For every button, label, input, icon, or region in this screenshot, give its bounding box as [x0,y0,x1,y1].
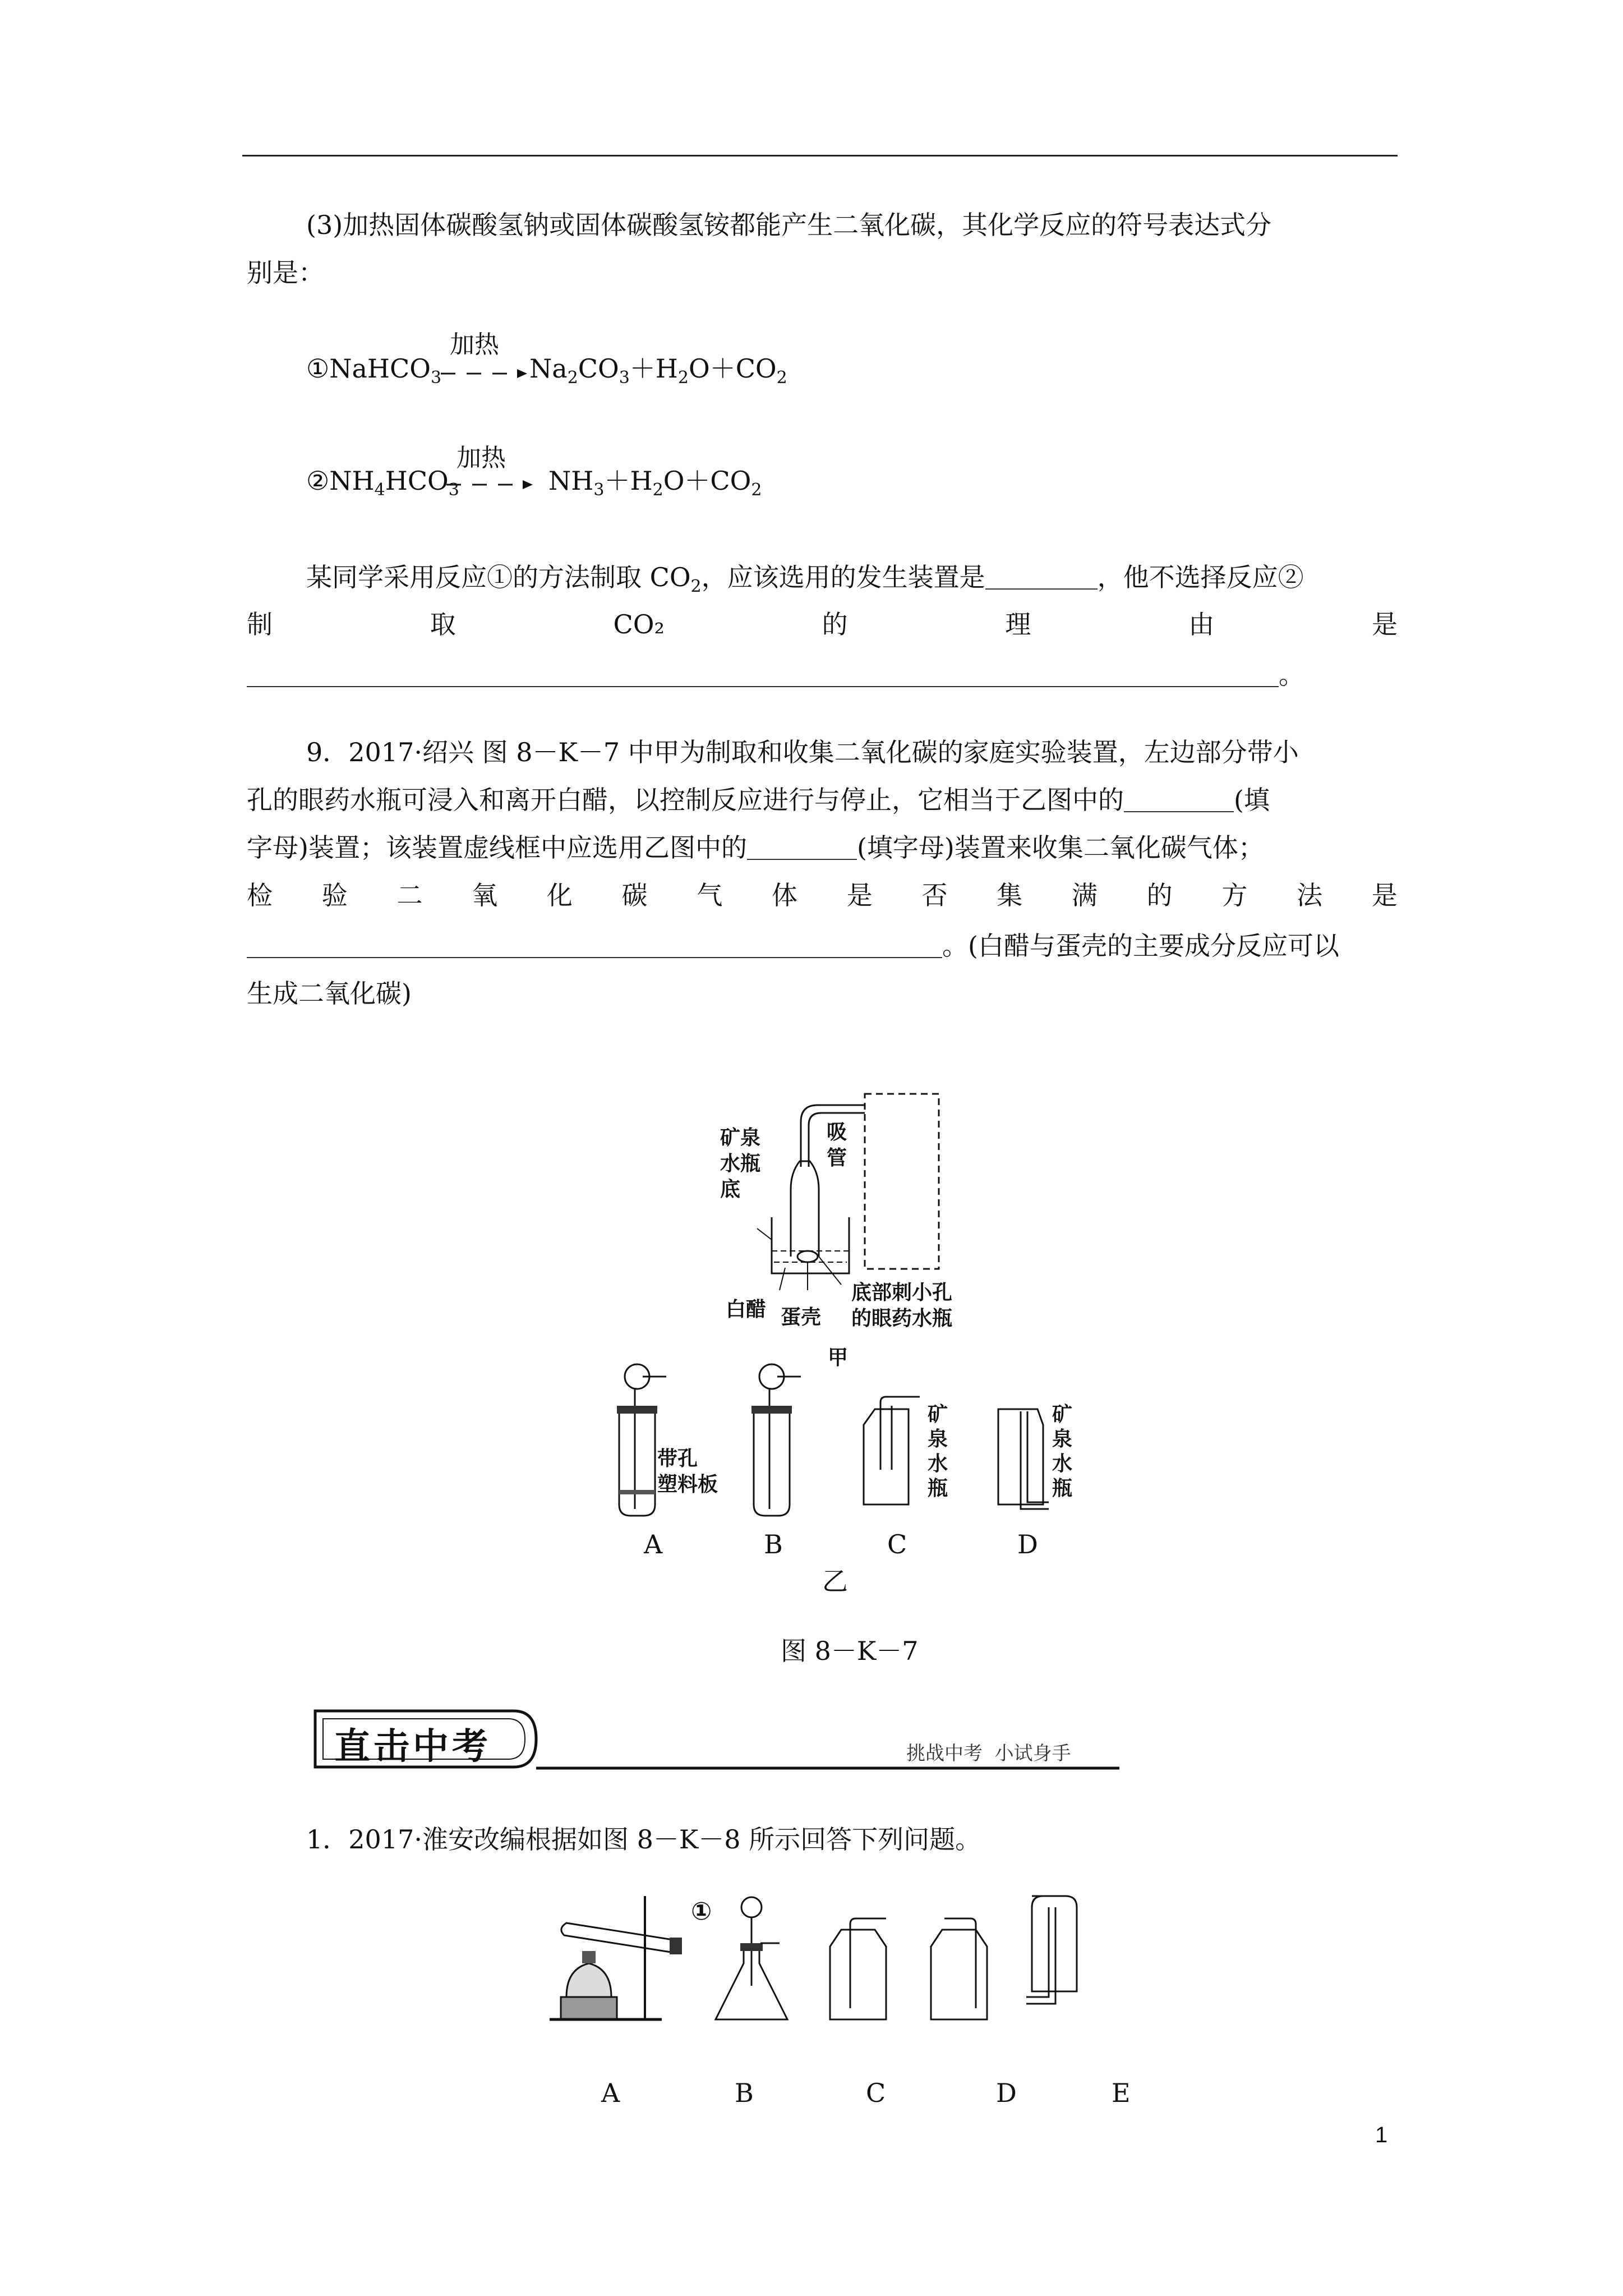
apparatus-b-icon [751,1364,801,1516]
q9-line5: 。(白醋与蛋壳的主要成分反应可以 [247,928,1339,963]
apparatus-d-icon [931,1918,987,2019]
label-mineral-bottle-c: 矿 泉 水 瓶 [928,1403,948,1500]
answer-blank[interactable] [247,664,1279,687]
apparatus-c-icon [830,1918,886,2019]
label-c: C [887,1529,907,1559]
label-d: D [1017,1529,1038,1559]
figure-8-apparatus [550,1885,1155,2031]
q9-line2: 孔的眼药水瓶可浸入和离开白醋，以控制反应进行与停止，它相当于乙图中的 (填 [247,785,1270,815]
banner-title: 直击中考 [334,1726,491,1768]
condition-label: 加热 [450,330,499,359]
label-b: B [735,2078,754,2108]
question-line-1: 某同学采用反应①的方法制取 $CO_2$，应该选用的发生装置是 ，他不选择反应② [306,562,1304,596]
equation-1: ①NaHCO$_3$ 加热 $Na_2CO_3+H_2O+CO_2$ [306,331,811,393]
label-eggshell: 蛋壳 [781,1306,822,1329]
apparatus-b-icon [716,1897,787,2019]
label-yi: 乙 [822,1566,848,1596]
q9-line6: 生成二氧化碳) [247,978,412,1009]
label-vinegar: 白醋 [726,1298,767,1321]
condition-label: 加热 [457,444,506,472]
q9-line3: 字母)装置；该装置虚线框中应选用乙图中的 (填字母)装置来收集二氧化碳气体； [247,832,1264,863]
label-perforated-plate: 带孔 塑料板 [657,1447,718,1496]
answer-blank[interactable] [1124,789,1234,812]
q9-line1: 9．2017·绍兴 图 8－K－7 中甲为制取和收集二氧化碳的家庭实验装置，左边部分带小 [306,737,1299,767]
label-mineral-bottle-d: 矿 泉 水 瓶 [1052,1403,1073,1500]
apparatus-e-icon [1026,1896,1077,2004]
label-c: C [866,2078,886,2108]
figure-caption: 图 8－K－7 [781,1636,919,1666]
label-a: A [601,2078,620,2108]
question-line-2: 制 取 CO₂ 的 理 由 是 [247,609,1398,639]
label-jia: 甲 [828,1346,849,1369]
dashed-arrow-icon [444,478,534,491]
label-d: D [996,2078,1017,2108]
label-a: A [644,1529,663,1559]
section-banner [312,1705,1119,1778]
equation-2: $②NH_4HCO_3$ 加热 $NH_3+H_2O+CO_2$ [306,443,811,505]
apparatus-a-icon [550,1896,682,2019]
banner-subtitle: 挑战中考 小试身手 [906,1742,1071,1765]
dashed-arrow-icon [439,367,528,380]
q1-text: 1．2017·淮安改编根据如图 8－K－8 所示回答下列问题。 [306,1824,981,1855]
q9-line4: 检 验 二 氧 化 碳 气 体 是 否 集 满 的 方 法 是 [247,880,1398,910]
q3-line2: 别是： [247,257,324,288]
label-e: E [1112,2078,1131,2108]
q3-line1: (3)加热固体碳酸氢钠或固体碳酸氢铵都能产生二氧化碳，其化学反应的符号表达式分 [306,210,1272,240]
answer-blank[interactable] [747,836,857,860]
header-rule [242,155,1398,157]
page-number: 1 [1375,2123,1388,2147]
label-straw: 吸 管 [827,1121,847,1170]
apparatus-d-icon [998,1409,1049,1509]
label-circle-1: ① [691,1897,712,1926]
answer-blank[interactable] [247,935,942,958]
question-line-3: 。 [247,657,1304,692]
label-b: B [764,1529,783,1559]
label-bottle-bottom: 矿泉 水瓶 底 [720,1126,761,1201]
label-dropper-bottle: 底部刺小孔 的眼药水瓶 [851,1281,953,1330]
answer-blank[interactable] [985,566,1098,590]
apparatus-c-icon [864,1397,920,1504]
